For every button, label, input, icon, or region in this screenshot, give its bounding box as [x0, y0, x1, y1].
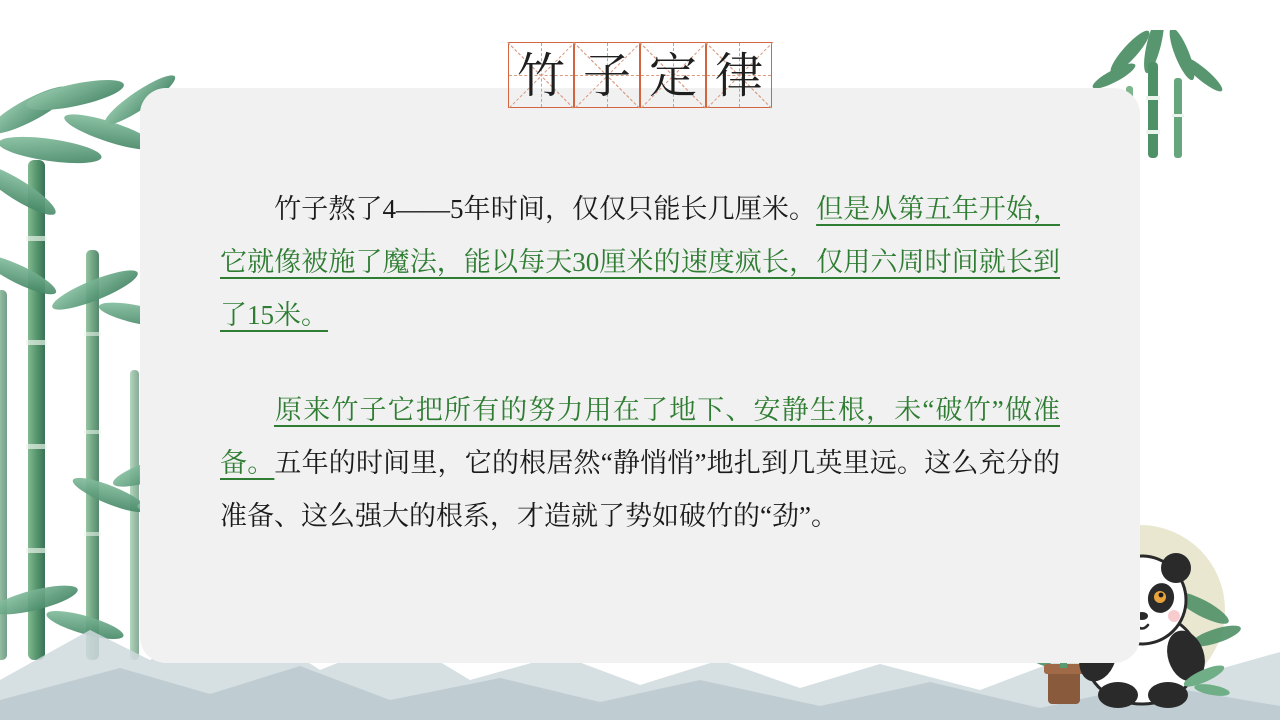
content-card	[140, 88, 1140, 663]
title-block	[508, 42, 772, 112]
title-char-1: 竹	[516, 50, 565, 103]
paragraph-1	[220, 183, 1060, 342]
paragraph-1-plain: 竹子熬了4——5年时间，仅仅只能长几厘米。	[274, 194, 817, 224]
title-char-3: 定	[648, 50, 697, 103]
paragraph-2-plain: 五年的时间里，它的根居然“静悄悄”地扎到几英里远。这么充分的准备、这么强大的根系，才造就了势如破竹的“劲”。	[220, 448, 1060, 531]
title-text	[508, 44, 772, 110]
paragraph-2	[220, 384, 1060, 543]
page-title	[0, 42, 1280, 112]
title-char-2: 子	[582, 50, 631, 103]
paragraph-1-highlight: 但是从第五年开始，它就像被施了魔法，能以每天30厘米的速度疯长，仅用六周时间就长到了15米。	[220, 194, 1061, 330]
paragraph-2-highlight: 原来竹子它把所有的努力用在了地下、安静生根，未“破竹”做准备。	[220, 395, 1060, 478]
title-char-4: 律	[714, 50, 763, 103]
